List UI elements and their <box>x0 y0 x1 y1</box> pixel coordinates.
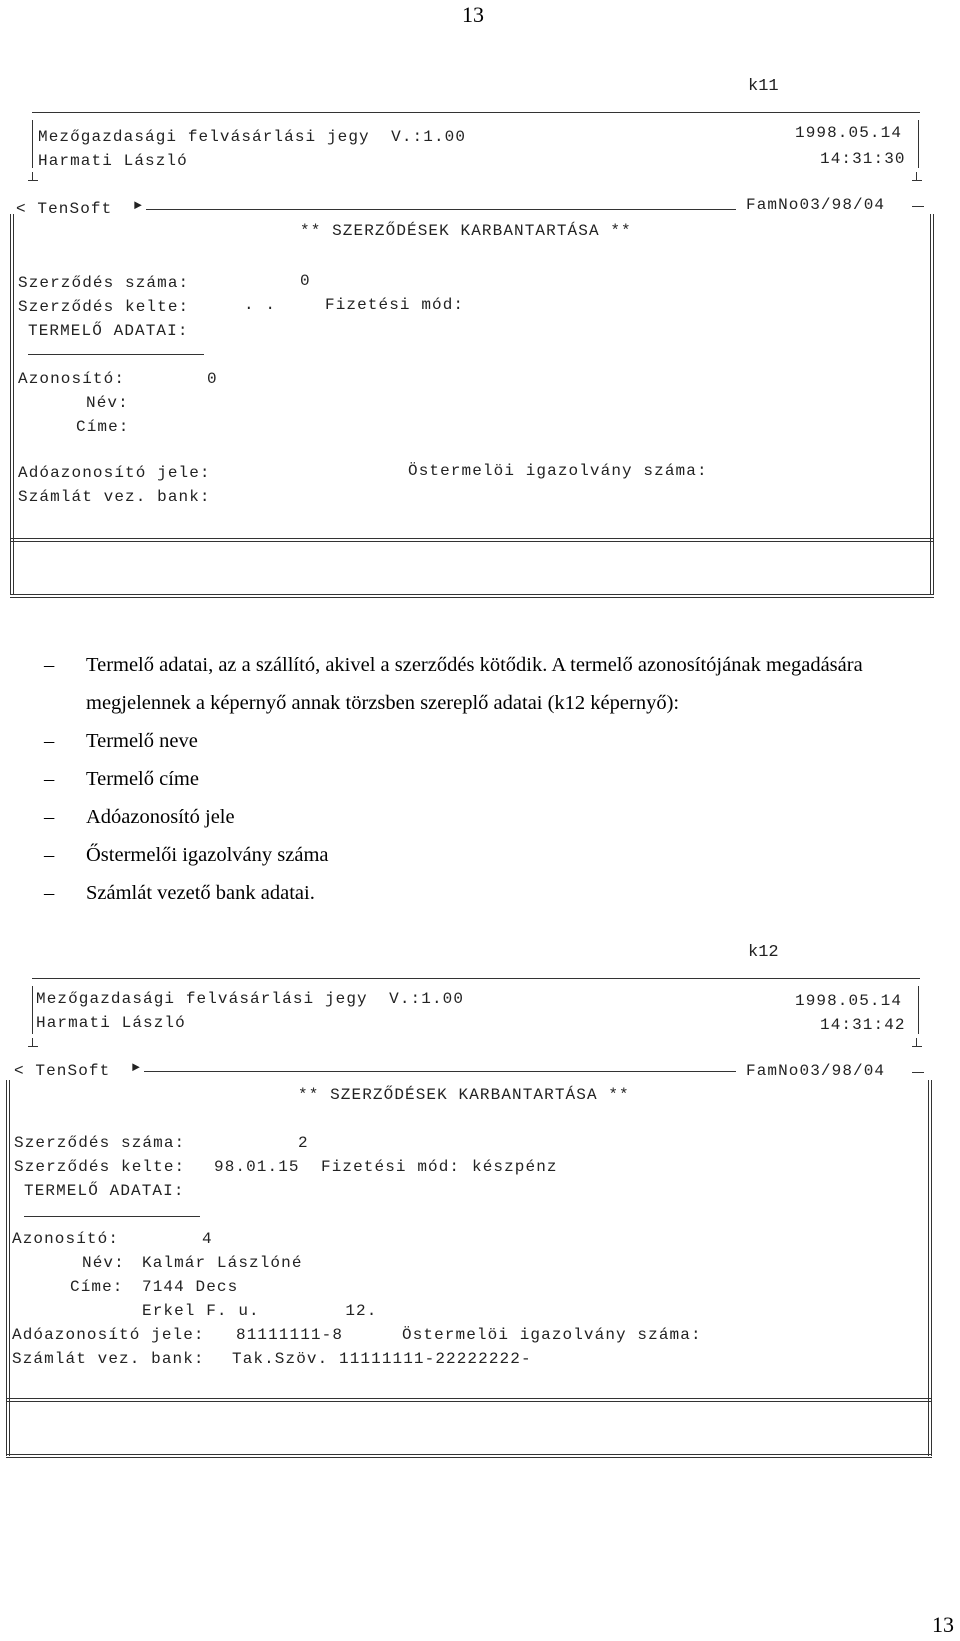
arrow-right-icon: ► <box>134 198 143 213</box>
payment-method-label: Fizetési mód: <box>321 1158 461 1176</box>
list-item: – Adóazonosító jele <box>44 806 235 828</box>
page-number-bottom: 13 <box>932 1612 954 1637</box>
tax-id-label: Adóazonosító jele: <box>12 1326 205 1344</box>
program-code: FamNo03/98/04 <box>746 196 886 214</box>
contract-date-field[interactable]: . . <box>244 296 277 314</box>
user-name: Harmati László <box>38 152 188 170</box>
list-item: – Termelő címe <box>44 768 199 790</box>
contract-date-label: Szerződés kelte: <box>14 1158 186 1176</box>
payment-method-label: Fizetési mód: <box>325 296 465 314</box>
screen-label-k11: k11 <box>748 77 779 96</box>
contract-date-field[interactable]: 98.01.15 <box>214 1158 300 1176</box>
contract-number-label: Szerződés száma: <box>18 274 190 292</box>
license-number-label: Östermelöi igazolvány száma: <box>408 462 708 480</box>
contract-date-label: Szerződés kelte: <box>18 298 190 316</box>
time-display: 14:31:42 <box>820 1016 906 1034</box>
bank-label: Számlát vez. bank: <box>12 1350 205 1368</box>
brand-label: < TenSoft <box>16 200 113 218</box>
screen-heading: ** SZERZŐDÉSEK KARBANTARTÁSA ** <box>298 1086 630 1104</box>
producer-name-label: Név: <box>82 1254 125 1272</box>
producer-address-label: Címe: <box>76 418 130 436</box>
producer-section-label: TERMELŐ ADATAI: <box>24 1182 185 1200</box>
producer-section-label: TERMELŐ ADATAI: <box>28 322 189 340</box>
list-item-text: Számlát vezető bank adatai. <box>86 882 315 904</box>
producer-id-field[interactable]: 4 <box>202 1230 213 1248</box>
list-item-text: Termelő neve <box>86 730 198 752</box>
time-display: 14:31:30 <box>820 150 906 168</box>
screen-heading: ** SZERZŐDÉSEK KARBANTARTÁSA ** <box>300 222 632 240</box>
program-code: FamNo03/98/04 <box>746 1062 886 1080</box>
list-item-text: Adóazonosító jele <box>86 806 235 828</box>
payment-method-field[interactable]: készpénz <box>472 1158 558 1176</box>
page-number-top: 13 <box>462 2 484 27</box>
contract-number-label: Szerződés száma: <box>14 1134 186 1152</box>
list-item-text: Termelő címe <box>86 768 199 790</box>
list-item-text: Őstermelői igazolvány száma <box>86 844 329 866</box>
license-number-label: Östermelöi igazolvány száma: <box>402 1326 702 1344</box>
date-display: 1998.05.14 <box>795 124 903 142</box>
list-item: – Termelő adatai, az a szállító, akivel a szerződés kötődik. A termelő azonosítójának megadására megjelennek a képernyő annak törzsben szereplő adatai (k12 képernyő): <box>44 654 863 714</box>
date-display: 1998.05.14 <box>795 992 903 1010</box>
contract-number-field[interactable]: 0 <box>300 272 311 290</box>
list-item: – Számlát vezető bank adatai. <box>44 882 315 904</box>
producer-id-label: Azonosító: <box>18 370 126 388</box>
producer-name-field[interactable]: Kalmár Lászlóné <box>142 1254 303 1272</box>
app-title: Mezőgazdasági felvásárlási jegy V.:1.00 <box>38 128 467 146</box>
app-title: Mezőgazdasági felvásárlási jegy V.:1.00 <box>36 990 465 1008</box>
screen-label-k12: k12 <box>748 943 779 962</box>
tax-id-label: Adóazonosító jele: <box>18 464 211 482</box>
tax-id-field[interactable]: 81111111-8 <box>236 1326 344 1344</box>
arrow-right-icon: ► <box>132 1060 141 1075</box>
bank-label: Számlát vez. bank: <box>18 488 211 506</box>
producer-address-field[interactable]: 7144 Decs <box>142 1278 239 1296</box>
list-item: – Őstermelői igazolvány száma <box>44 844 329 866</box>
producer-id-label: Azonosító: <box>12 1230 120 1248</box>
producer-data-description <box>44 646 949 912</box>
producer-name-label: Név: <box>86 394 129 412</box>
user-name: Harmati László <box>36 1014 186 1032</box>
intro-text: Termelő adatai, az a szállító, akivel a szerződés kötődik. A termelő azonosítójának megadására megjelennek a képernyő annak törzsben szereplő adatai (k12 képernyő): <box>86 654 863 714</box>
producer-address-line2[interactable]: Erkel F. u. 12. <box>142 1302 378 1320</box>
bank-field[interactable]: Tak.Szöv. 11111111-22222222- <box>232 1350 532 1368</box>
contract-number-field[interactable]: 2 <box>298 1134 309 1152</box>
list-item: – Termelő neve <box>44 730 198 752</box>
brand-label: < TenSoft <box>14 1062 111 1080</box>
producer-address-label: Címe: <box>70 1278 124 1296</box>
producer-id-field[interactable]: 0 <box>207 370 218 388</box>
